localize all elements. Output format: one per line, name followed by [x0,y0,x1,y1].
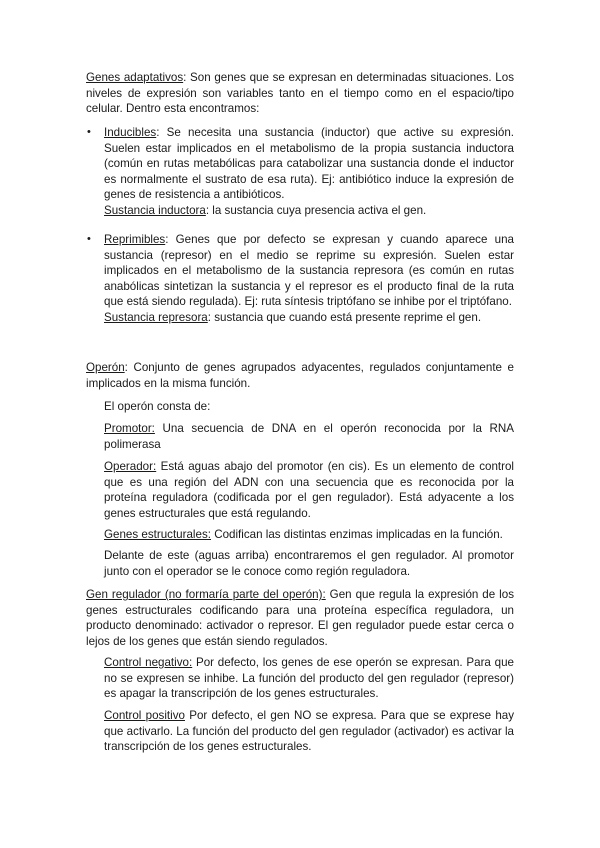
text-sustancia-inductora: : la sustancia cuya presencia activa el gen. [205,203,427,217]
text-control-negativo: Por defecto, los genes de ese operón se expresan. Para que no se expresen se inhibe. La función del producto del gen regulador (represor) es apagar la transcripción de los genes estructurales. [104,656,514,700]
paragraph-operon-consta: El operón consta de: [104,400,211,413]
bullet-inducibles: • [87,126,91,138]
term-sustancia-inductora: Sustancia inductora [104,203,206,217]
paragraph-reprimibles [104,232,514,325]
term-sustancia-represora: Sustancia represora [104,310,208,324]
paragraph-inducibles [104,125,514,218]
paragraph-control-negativo [104,655,514,702]
term-reprimibles: Reprimibles [104,233,166,246]
text-inducibles: : Se necesita una sustancia (inductor) que active su expresión. Suelen estar implicados en el metabolismo de la propia sustancia inductora (común en rutas metabólicas para catabolizar una sustancia donde el inductor es normalmente el sustrato de esa ruta). Ej: antibiótico induce la expresión de genes de resistencia a antibióticos. [104,126,514,201]
term-genes-estructurales: Genes estructurales: [104,528,211,541]
text-promotor: Una secuencia de DNA en el operón reconocida por la RNA polimerasa [104,422,514,451]
text-genes-estructurales: Codifican las distintas enzimas implicadas en la función. [210,528,503,541]
paragraph-gen-regulador [86,587,514,649]
text-operador: Está aguas abajo del promotor (en cis). Es un elemento de control que es una región del ADN con una secuencia que es reconocida por la proteína reguladora (codificada por el gen regulador). Está adyacente a los genes estructurales que está regulando. [104,460,514,520]
text-operon: : Conjunto de genes agrupados adyacentes, regulados conjuntamente e implicados en la misma función. [86,361,514,390]
text-sustancia-represora: : sustancia que cuando está presente reprime el gen. [207,310,482,324]
term-genes-adaptativos: Genes adaptativos [86,71,184,84]
term-gen-regulador: Gen regulador (no formaría parte del operón): [86,588,326,601]
term-inducibles: Inducibles [104,126,157,139]
paragraph-operador [104,459,514,521]
paragraph-promotor [104,421,514,452]
term-promotor: Promotor: [104,422,155,435]
paragraph-genes-estructurales [104,527,514,543]
text-genes-adaptativos: : Son genes que se expresan en determinadas situaciones. Los niveles de expresión son variables tanto en el tiempo como en el espacio/tipo celular. Dentro esta encontramos: [86,71,514,115]
text-control-positivo: Por defecto, el gen NO se expresa. Para que se exprese hay que activarlo. La función del producto del gen regulador (activador) es activar la transcripción de los genes estructurales. [104,709,515,753]
paragraph-genes-adaptativos [86,70,514,117]
paragraph-delante: Delante de este (aguas arriba) encontraremos el gen regulador. Al promotor junto con el operador se le conoce como región reguladora. [104,549,514,578]
bullet-reprimibles: • [87,233,91,245]
paragraph-operon [86,360,514,391]
text-reprimibles: : Genes que por defecto se expresan y cuando aparece una sustancia (represor) en el medio se reprime su expresión. Suelen estar implicados en el metabolismo de la sustancia represora (es común en rutas anabólicas sintetizan la sustancia y el represor es el producto final de la ruta que está siendo regulada). Ej: ruta síntesis triptófano se inhibe por el triptófano. [104,233,514,308]
term-control-positivo: Control positivo [104,709,185,722]
term-operon: Operón [86,361,125,374]
text-gen-regulador: Gen que regula la expresión de los genes estructurales codificando para una proteína específica reguladora, un producto denominado: activador o represor. El gen regulador puede estar cerca o lejos de los genes que están siendo regulados. [86,588,514,648]
paragraph-control-positivo [104,708,514,755]
term-operador: Operador: [104,460,157,473]
term-control-negativo: Control negativo: [104,656,193,669]
